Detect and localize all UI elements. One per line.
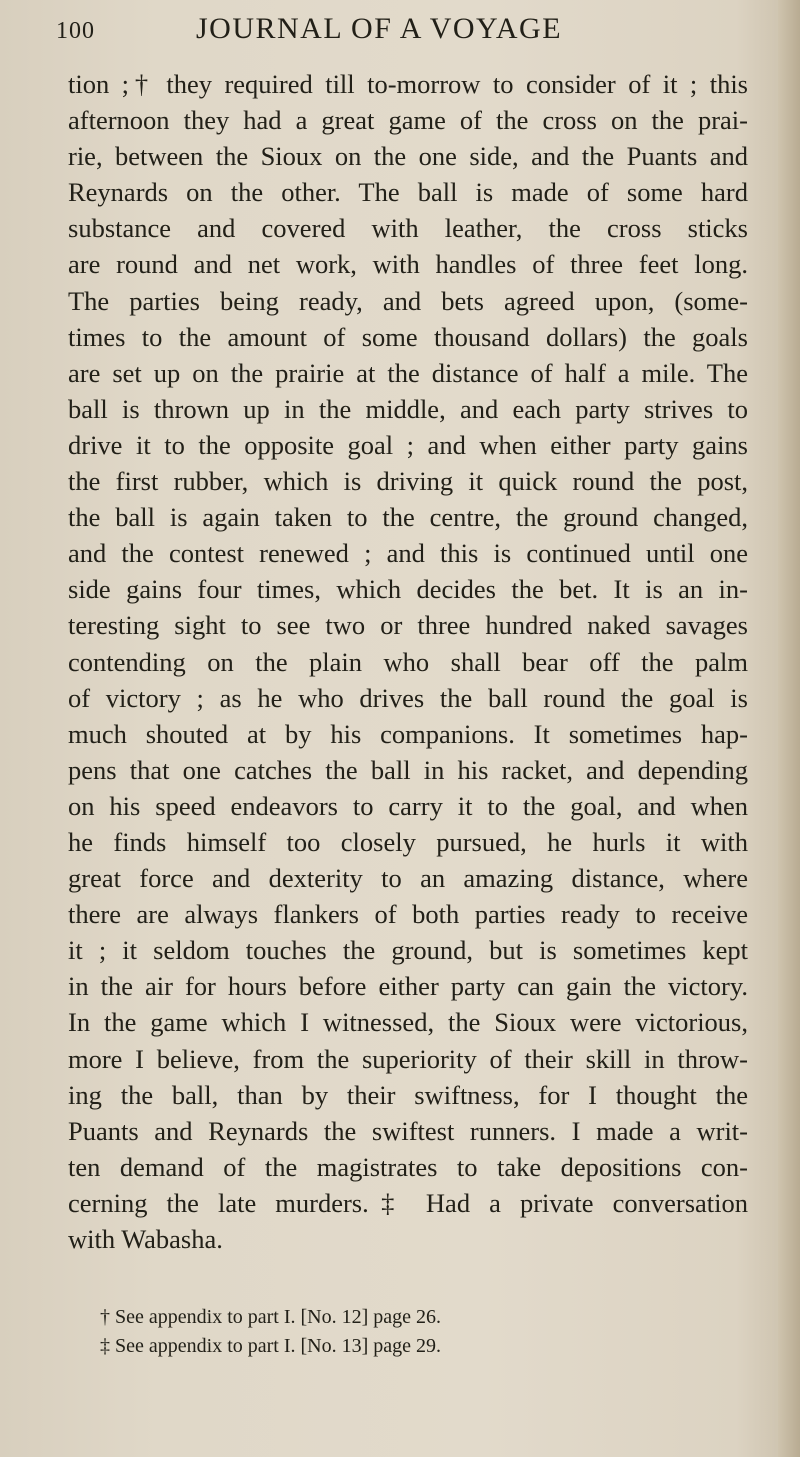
text-line: great force and dexterity to an amazing distance, where [68,863,748,894]
text-line: are round and net work, with handles of three feet long. [68,249,748,280]
text-line: tion ;† they required till to-morrow to consider of it ; this [68,69,748,99]
text-line: In the game which I witnessed, the Sioux were victorious, [68,1007,748,1038]
text-line: ten demand of the magistrates to take depositions con- [68,1151,748,1182]
page-edge [778,0,800,1457]
text-line: the ball is again taken to the centre, the ground changed, [68,502,748,533]
text-line: rie, between the Sioux on the one side, and the Puants and [68,141,748,172]
text-line: there are always flankers of both parties ready to receive [68,899,748,930]
text-line: Reynards on the other. The ball is made of some hard [68,177,748,208]
body-text [68,66,748,1257]
text-line: more I believe, from the superiority of their skill in throw- [68,1043,748,1074]
text-line: afternoon they had a great game of the cross on the prai- [68,105,748,136]
text-line: cerning the late murders.‡ Had a private conversation [68,1187,748,1218]
footnotes [100,1303,620,1361]
text-line: ball is thrown up in the middle, and each party strives to [68,393,748,424]
text-line: the first rubber, which is driving it quick round the post, [68,466,748,497]
text-line: much shouted at by his companions. It sometimes hap- [68,718,748,749]
text-line: The parties being ready, and bets agreed upon, (some- [68,285,748,316]
text-line: substance and covered with leather, the cross sticks [68,213,748,244]
page-number: 100 [56,18,95,44]
footnote: † See appendix to part I. [No. 12] page 26. [100,1306,442,1328]
text-line: in the air for hours before either party can gain the victory. [68,971,748,1002]
text-line: side gains four times, which decides the bet. It is an in- [68,574,748,605]
text-line: of victory ; as he who drives the ball round the goal is [68,682,748,713]
page-header [0,8,760,48]
text-line: contending on the plain who shall bear off the palm [68,646,748,677]
text-line: drive it to the opposite goal ; and when either party gains [68,429,748,460]
text-line: times to the amount of some thousand dollars) the goals [68,321,748,352]
text-line: Puants and Reynards the swiftest runners. I made a writ- [68,1115,748,1146]
text-line: it ; it seldom touches the ground, but is sometimes kept [68,935,748,966]
text-line: with Wabasha. [68,1224,223,1254]
text-line: and the contest renewed ; and this is continued until one [68,538,748,569]
text-line: are set up on the prairie at the distance of half a mile. The [68,357,748,388]
text-line: teresting sight to see two or three hundred naked savages [68,610,748,641]
running-head: JOURNAL OF A VOYAGE [196,12,563,45]
text-line: pens that one catches the ball in his racket, and depending [68,754,748,785]
text-line: on his speed endeavors to carry it to the goal, and when [68,790,748,821]
text-line: he finds himself too closely pursued, he hurls it with [68,826,748,857]
text-line: ing the ball, than by their swiftness, for I thought the [68,1079,748,1110]
footnote: ‡ See appendix to part I. [No. 13] page 29. [100,1335,442,1357]
